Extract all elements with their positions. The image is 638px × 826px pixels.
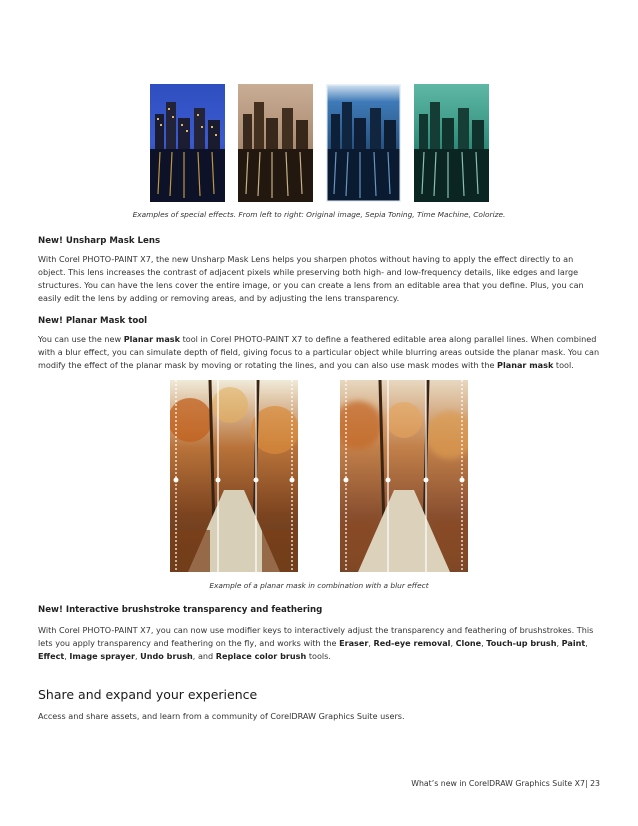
page-footer <box>411 779 600 788</box>
planar-mask-blur-image <box>340 380 468 572</box>
separator: , <box>135 651 141 661</box>
original-image <box>150 84 225 202</box>
paragraph-planar-mask-tool <box>38 333 600 372</box>
tool-name: Eraser <box>339 638 369 648</box>
page-number: 23 <box>590 779 600 788</box>
text-run: You can use the new <box>38 334 124 344</box>
figure-caption-planar-mask: Example of a planar mask in combination with a blur effect <box>209 581 429 590</box>
separator: , <box>481 638 487 648</box>
tool-name: Image sprayer <box>69 651 135 661</box>
separator: , <box>556 638 562 648</box>
tool-name: Clone <box>455 638 482 648</box>
heading-brushstroke-transparency: New! Interactive brushstroke transparency and feathering <box>38 605 323 615</box>
text-run: tool. <box>553 360 574 370</box>
section-title-share-and-expand: Share and expand your experience <box>38 687 258 702</box>
footer-separator: | <box>584 779 588 788</box>
separator: , and <box>192 651 216 661</box>
tool-name: Undo brush <box>140 651 193 661</box>
paragraph-share-and-expand: Access and share assets, and learn from a community of CorelDRAW Graphics Suite users. <box>38 711 405 721</box>
footer-title: What’s new in CorelDRAW Graphics Suite X7 <box>411 779 585 788</box>
text-run: tool in Corel PHOTO-PAINT X7 to define a feathered editable area along parallel lines. When combined with a blur effect, you can simulate depth of field, giving focus to a particular object while blurring areas outside the planar mask. You can modify the effect of the planar mask by moving or rotating the lines, and you can also use mask modes with the <box>38 334 600 370</box>
planar-mask-image <box>170 380 298 572</box>
tool-name: Planar mask <box>497 360 554 370</box>
time-machine-image <box>326 84 401 202</box>
tool-name: Red-eye removal <box>373 638 451 648</box>
heading-planar-mask-tool: New! Planar Mask tool <box>38 316 148 326</box>
text-run: tools. <box>306 651 331 661</box>
tool-name: Touch-up brush <box>486 638 557 648</box>
paragraph-brushstroke-transparency <box>38 624 600 663</box>
sepia-toning-image <box>238 84 313 202</box>
tool-name: Planar mask <box>123 334 180 344</box>
tool-name: Replace color brush <box>215 651 307 661</box>
text-run: With Corel PHOTO-PAINT X7, you can now use modifier keys to interactively adjust the transparency and feathering of brushstrokes. This lets you apply transparency and feathering on the fly, and works with the <box>38 625 594 648</box>
separator: , <box>450 638 456 648</box>
heading-unsharp-mask-lens: New! Unsharp Mask Lens <box>38 236 161 246</box>
figure-caption-effects: Examples of special effects. From left to right: Original image, Sepia Toning, Time Machine, Colorize. <box>132 210 506 219</box>
special-effects-images <box>150 84 490 202</box>
separator: , <box>368 638 374 648</box>
separator: , <box>64 651 70 661</box>
separator: , <box>585 638 588 648</box>
colorize-image <box>414 84 489 202</box>
tool-name: Paint <box>561 638 586 648</box>
paragraph-unsharp-mask-lens: With Corel PHOTO-PAINT X7, the new Unsharp Mask Lens helps you sharpen photos without having to apply the effect directly to an object. This lens increases the contrast of adjacent pixels while preserving both high- and low-frequency details, like edges and large structures. You can have the lens cover the entire image, or you can create a lens from an editable area that you define. Plus, you can easily edit the lens by adding or removing areas, and by adjusting the lens transparency. <box>38 254 584 303</box>
tool-name: Effect <box>38 651 65 661</box>
